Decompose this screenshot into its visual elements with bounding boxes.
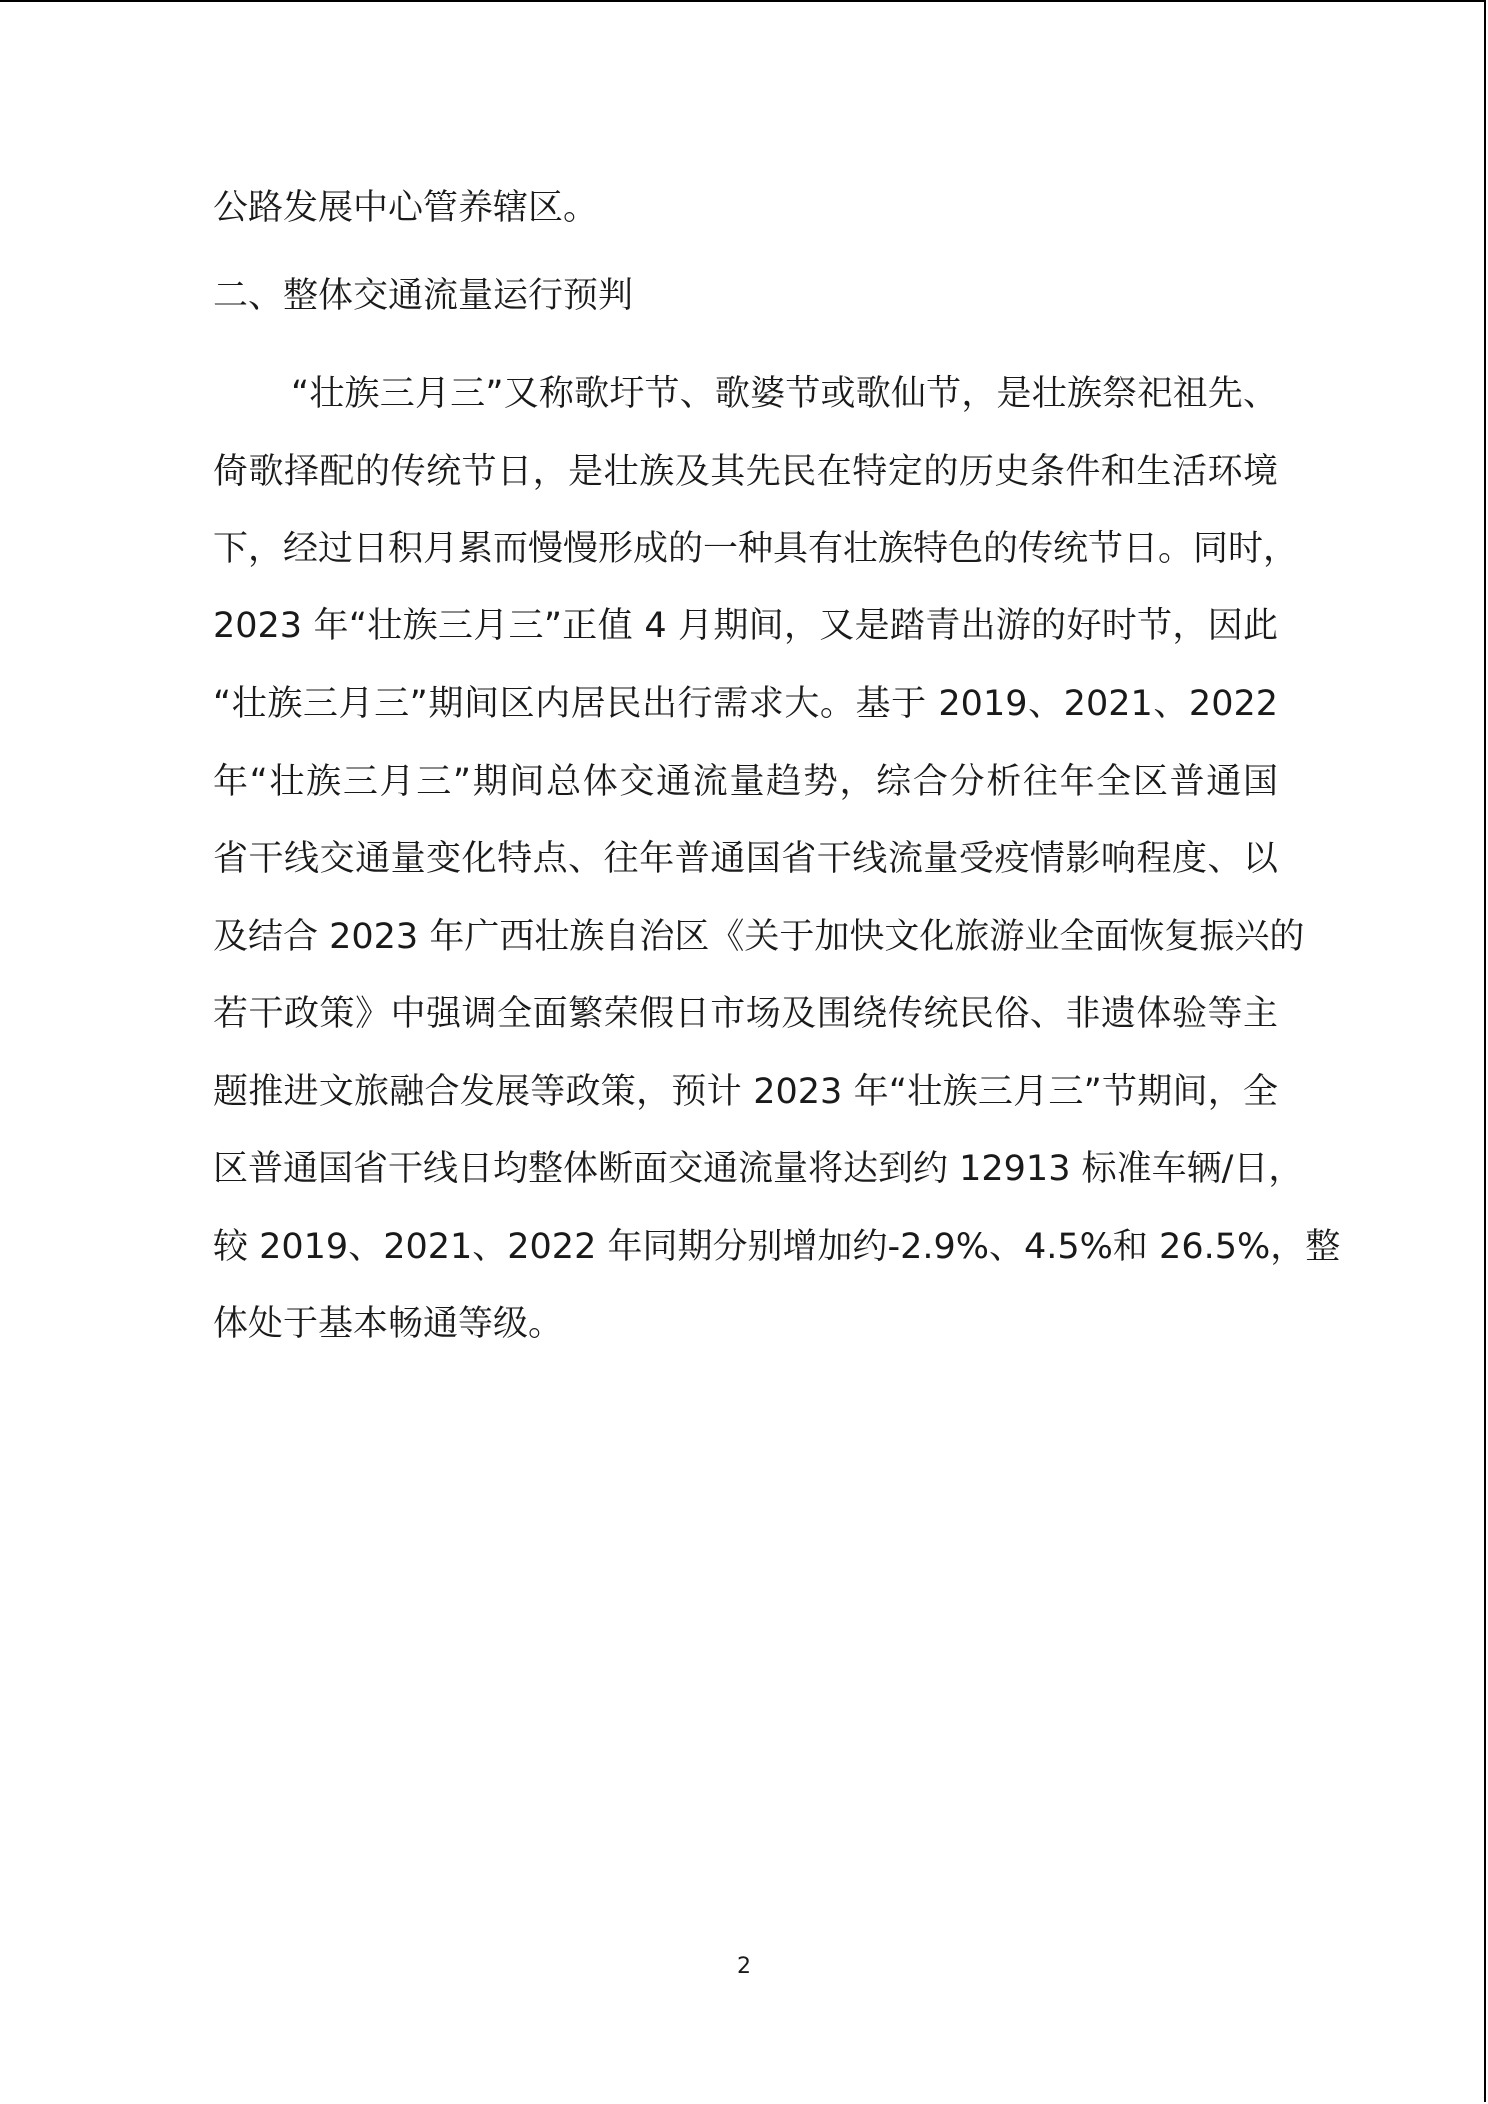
paragraph-line: “壮族三月三”期间区内居民出行需求大。基于 2019、2021、2022 (213, 684, 1278, 724)
paragraph-line: 及结合 2023 年广西壮族自治区《关于加快文化旅游业全面恢复振兴的 (213, 917, 1305, 957)
page-number: 2 (737, 1954, 751, 1979)
paragraph-line: 2023 年“壮族三月三”正值 4 月期间，又是踏青出游的好时节，因此 (213, 606, 1278, 646)
paragraph-line: 区普通国省干线日均整体断面交通流量将达到约 12913 标准车辆/日， (213, 1149, 1304, 1189)
paragraph-line: 题推进文旅融合发展等政策，预计 2023 年“壮族三月三”节期间，全 (213, 1072, 1278, 1112)
paragraph-line: 省干线交通量变化特点、往年普通国省干线流量受疫情影响程度、以 (213, 839, 1278, 879)
section-heading: 二、整体交通流量运行预判 (213, 276, 634, 316)
paragraph-line: 体处于基本畅通等级。 (213, 1304, 564, 1344)
paragraph-line: 倚歌择配的传统节日，是壮族及其先民在特定的历史条件和生活环境 (213, 452, 1278, 492)
text-line: 公路发展中心管养辖区。 (213, 188, 599, 228)
paragraph-line: “壮族三月三”又称歌圩节、歌婆节或歌仙节，是壮族祭祀祖先、 (291, 374, 1278, 414)
paragraph-line: 年“壮族三月三”期间总体交通流量趋势，综合分析往年全区普通国 (213, 762, 1278, 802)
paragraph-line: 较 2019、2021、2022 年同期分别增加约-2.9%、4.5%和 26.5%，整 (213, 1227, 1341, 1267)
paragraph-line: 下，经过日积月累而慢慢形成的一种具有壮族特色的传统节日。同时， (213, 529, 1299, 569)
paragraph-line: 若干政策》中强调全面繁荣假日市场及围绕传统民俗、非遗体验等主 (213, 994, 1278, 1034)
